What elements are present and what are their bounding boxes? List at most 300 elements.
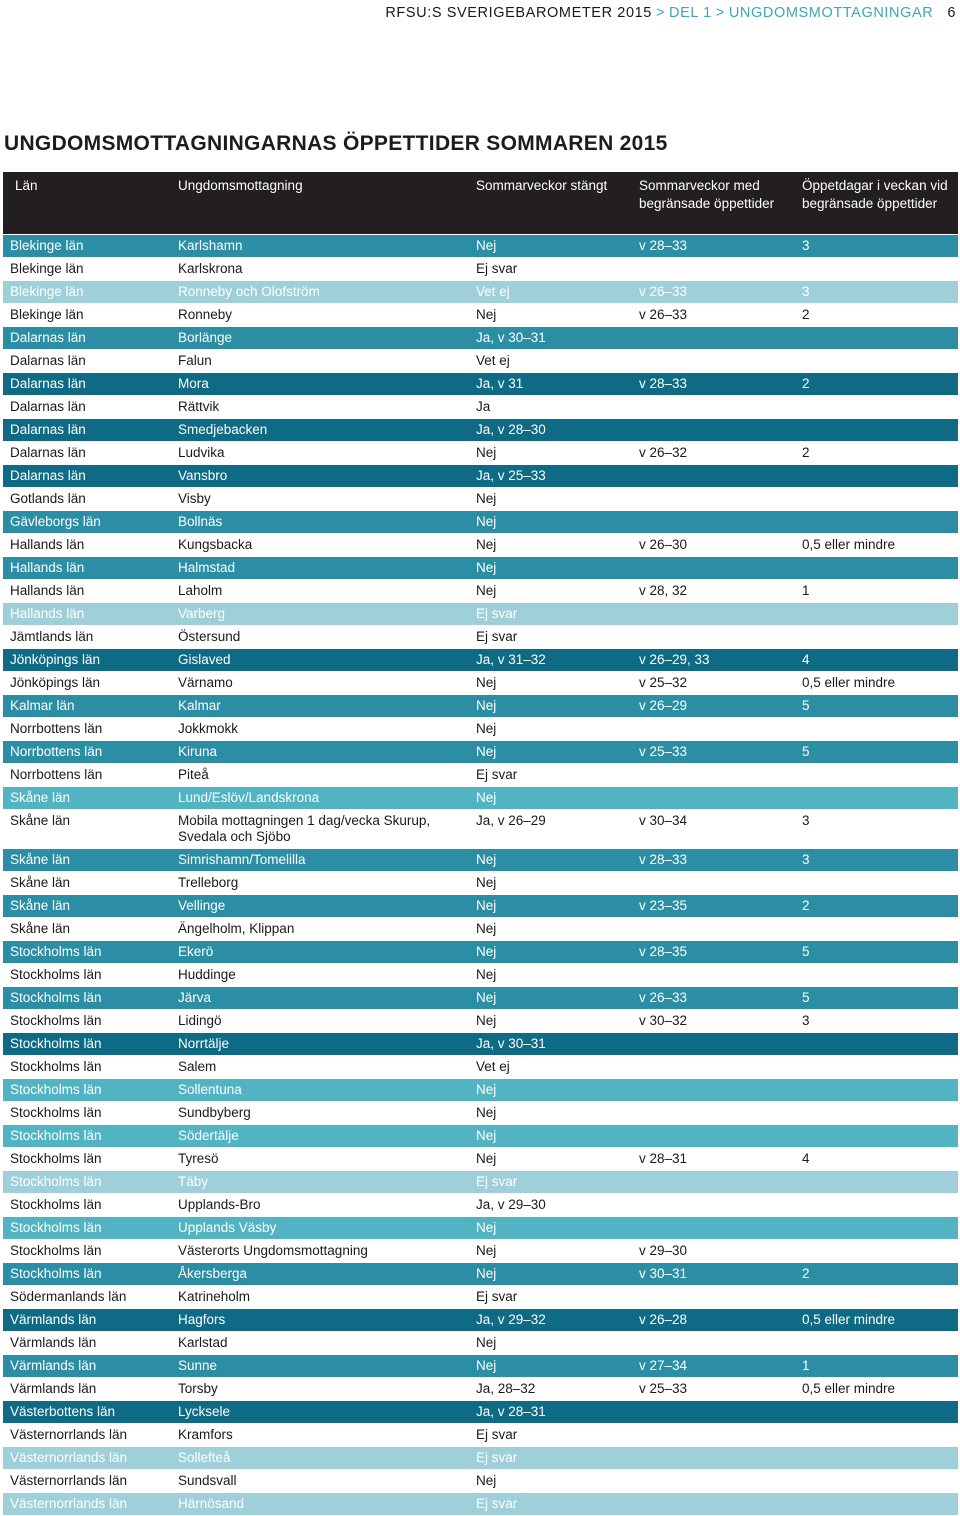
cell-lan: Dalarnas län (10, 422, 86, 437)
table-row (3, 810, 958, 849)
table-row (3, 419, 958, 442)
cell-begransade: v 25–32 (639, 675, 688, 690)
cell-mottagning: Kungsbacka (178, 537, 253, 552)
cell-begransade: v 28–33 (639, 376, 688, 391)
cell-mottagning: Falun (178, 353, 212, 368)
cell-stangt: Nej (476, 238, 497, 253)
table-row (3, 1355, 958, 1378)
cell-stangt: Nej (476, 944, 497, 959)
cell-mottagning: Lund/Eslöv/Landskrona (178, 790, 320, 805)
cell-stangt: Ja, v 28–31 (476, 1404, 546, 1419)
cell-stangt: Nej (476, 675, 497, 690)
table-row (3, 235, 958, 258)
column-header-mottagning: Ungdomsmottagning (178, 178, 303, 193)
page-title: UNGDOMSMOTTAGNINGARNAS ÖPPETTIDER SOMMAREN 2015 (4, 132, 668, 155)
cell-lan: Dalarnas län (10, 330, 86, 345)
cell-dagar (802, 511, 958, 533)
cell-mottagning: Tyresö (178, 1151, 219, 1166)
cell-mottagning: Rättvik (178, 399, 220, 414)
table-row (3, 327, 958, 350)
cell-stangt: Ja, v 29–32 (476, 1312, 546, 1327)
cell-mottagning: Trelleborg (178, 875, 239, 890)
cell-begransade (639, 419, 802, 441)
cell-begransade (639, 718, 802, 740)
cell-dagar: 3 (802, 852, 810, 867)
table-row (3, 626, 958, 649)
table-row (3, 1263, 958, 1286)
cell-dagar (802, 1125, 958, 1147)
cell-stangt: Ja, v 28–30 (476, 422, 546, 437)
cell-stangt: Nej (476, 1105, 497, 1120)
cell-mottagning: Mobila mottagningen 1 dag/vecka Skurup, Svedala och Sjöbo (178, 813, 431, 844)
cell-mottagning: Smedjebacken (178, 422, 268, 437)
cell-lan: Stockholms län (10, 944, 102, 959)
table-row (3, 1378, 958, 1401)
table-body (3, 235, 958, 1516)
cell-mottagning: Huddinge (178, 967, 236, 982)
table-row (3, 849, 958, 872)
cell-begransade: v 28–35 (639, 944, 688, 959)
cell-stangt: Nej (476, 514, 497, 529)
cell-lan: Västernorrlands län (10, 1450, 128, 1465)
cell-begransade (639, 488, 802, 510)
cell-mottagning: Varberg (178, 606, 226, 621)
table-row (3, 741, 958, 764)
cell-stangt: Nej (476, 1335, 497, 1350)
cell-stangt: Nej (476, 445, 497, 460)
table-row (3, 1010, 958, 1033)
cell-begransade: v 26–29, 33 (639, 652, 710, 667)
breadcrumb-separator: > (655, 5, 666, 21)
cell-begransade: v 23–35 (639, 898, 688, 913)
table-row (3, 465, 958, 488)
cell-lan: Värmlands län (10, 1358, 97, 1373)
cell-dagar (802, 488, 958, 510)
cell-dagar: 2 (802, 376, 810, 391)
cell-lan: Skåne län (10, 921, 71, 936)
table-row (3, 872, 958, 895)
breadcrumb-section: UNGDOMSMOTTAGNINGAR (728, 5, 934, 21)
table-row (3, 1148, 958, 1171)
cell-begransade (639, 1079, 802, 1101)
cell-stangt: Nej (476, 1151, 497, 1166)
cell-lan: Skåne län (10, 790, 71, 805)
cell-dagar (802, 1217, 958, 1239)
table-row (3, 987, 958, 1010)
cell-begransade: v 26–30 (639, 537, 688, 552)
cell-mottagning: Vansbro (178, 468, 228, 483)
cell-lan: Värmlands län (10, 1335, 97, 1350)
cell-begransade (639, 1332, 802, 1354)
cell-dagar (802, 258, 958, 280)
cell-dagar: 3 (802, 284, 810, 299)
cell-mottagning: Sunne (178, 1358, 218, 1373)
cell-dagar (802, 1102, 958, 1124)
cell-mottagning: Järva (178, 990, 212, 1005)
cell-dagar: 4 (802, 1151, 810, 1166)
cell-begransade: v 30–31 (639, 1266, 688, 1281)
cell-begransade: v 30–32 (639, 1013, 688, 1028)
column-header-lan: Län (15, 178, 38, 193)
cell-stangt: Nej (476, 1082, 497, 1097)
cell-begransade: v 26–33 (639, 307, 688, 322)
cell-dagar (802, 557, 958, 579)
cell-stangt: Nej (476, 1358, 497, 1373)
cell-dagar (802, 626, 958, 648)
cell-dagar (802, 1079, 958, 1101)
cell-mottagning: Simrishamn/Tomelilla (178, 852, 306, 867)
cell-mottagning: Västerorts Ungdomsmottagning (178, 1243, 368, 1258)
cell-mottagning: Katrineholm (178, 1289, 251, 1304)
cell-begransade (639, 1125, 802, 1147)
breadcrumb-part: DEL 1 (669, 5, 712, 21)
table-row (3, 895, 958, 918)
cell-begransade (639, 918, 802, 940)
cell-begransade (639, 1401, 802, 1423)
cell-stangt: Ja, v 30–31 (476, 330, 546, 345)
cell-mottagning: Upplands Väsby (178, 1220, 277, 1235)
cell-stangt: Vet ej (476, 353, 510, 368)
table-row (3, 281, 958, 304)
cell-lan: Norrbottens län (10, 721, 103, 736)
cell-dagar: 1 (802, 1358, 810, 1373)
cell-dagar (802, 350, 958, 372)
cell-stangt: Nej (476, 1220, 497, 1235)
cell-lan: Dalarnas län (10, 445, 86, 460)
cell-dagar (802, 787, 958, 809)
table-row (3, 1056, 958, 1079)
cell-mottagning: Åkersberga (178, 1266, 248, 1281)
cell-mottagning: Mora (178, 376, 209, 391)
cell-dagar: 5 (802, 698, 810, 713)
cell-stangt: Ej svar (476, 629, 518, 644)
cell-begransade: v 28, 32 (639, 583, 688, 598)
page-number: 6 (947, 5, 956, 21)
cell-stangt: Ja, v 26–29 (476, 813, 546, 828)
cell-begransade (639, 350, 802, 372)
cell-mottagning: Visby (178, 491, 211, 506)
cell-begransade (639, 1470, 802, 1492)
cell-mottagning: Karlstad (178, 1335, 228, 1350)
cell-stangt: Ja, v 29–30 (476, 1197, 546, 1212)
cell-lan: Stockholms län (10, 1151, 102, 1166)
table-row (3, 304, 958, 327)
cell-stangt: Nej (476, 307, 497, 322)
cell-mottagning: Sollefteå (178, 1450, 231, 1465)
cell-begransade: v 26–33 (639, 284, 688, 299)
cell-stangt: Ja, v 31 (476, 376, 524, 391)
table-row (3, 1240, 958, 1263)
cell-dagar: 3 (802, 238, 810, 253)
cell-mottagning: Ludvika (178, 445, 225, 460)
table-header (3, 172, 958, 234)
table-row (3, 1309, 958, 1332)
cell-begransade (639, 1286, 802, 1308)
cell-begransade: v 26–29 (639, 698, 688, 713)
cell-dagar (802, 764, 958, 786)
cell-dagar (802, 1493, 958, 1515)
cell-lan: Skåne län (10, 898, 71, 913)
cell-mottagning: Karlskrona (178, 261, 243, 276)
cell-dagar: 5 (802, 944, 810, 959)
column-header-begransade: Sommarveckor med begränsade öppettider (639, 178, 775, 211)
cell-dagar (802, 918, 958, 940)
table-row (3, 1401, 958, 1424)
cell-dagar (802, 964, 958, 986)
table-row (3, 603, 958, 626)
breadcrumb-separator: > (715, 5, 725, 21)
table-row (3, 557, 958, 580)
table-row (3, 258, 958, 281)
cell-begransade: v 25–33 (639, 1381, 688, 1396)
cell-dagar (802, 1194, 958, 1216)
table-row (3, 964, 958, 987)
cell-begransade (639, 258, 802, 280)
cell-mottagning: Norrtälje (178, 1036, 230, 1051)
cell-lan: Stockholms län (10, 1197, 102, 1212)
table-row (3, 396, 958, 419)
cell-mottagning: Sundbyberg (178, 1105, 251, 1120)
cell-lan: Dalarnas län (10, 376, 86, 391)
cell-begransade: v 29–30 (639, 1243, 688, 1258)
cell-lan: Dalarnas län (10, 399, 86, 414)
table-row (3, 1194, 958, 1217)
breadcrumb-report: RFSU:S SVERIGEBAROMETER 2015 (385, 5, 652, 21)
cell-mottagning: Hagfors (178, 1312, 226, 1327)
table-row (3, 534, 958, 557)
cell-stangt: Ej svar (476, 1289, 518, 1304)
cell-stangt: Ej svar (476, 1427, 518, 1442)
cell-stangt: Ja, v 30–31 (476, 1036, 546, 1051)
table-row (3, 350, 958, 373)
cell-lan: Stockholms län (10, 967, 102, 982)
running-header (385, 5, 956, 21)
cell-stangt: Nej (476, 967, 497, 982)
cell-begransade: v 28–31 (639, 1151, 688, 1166)
cell-lan: Västernorrlands län (10, 1496, 128, 1511)
cell-begransade (639, 1194, 802, 1216)
cell-mottagning: Karlshamn (178, 238, 243, 253)
cell-dagar (802, 396, 958, 418)
table-row (3, 649, 958, 672)
cell-lan: Västernorrlands län (10, 1473, 128, 1488)
cell-stangt: Nej (476, 721, 497, 736)
cell-dagar (802, 1286, 958, 1308)
cell-begransade (639, 764, 802, 786)
cell-dagar (802, 1447, 958, 1469)
cell-lan: Kalmar län (10, 698, 75, 713)
table-row (3, 1332, 958, 1355)
cell-lan: Skåne län (10, 813, 71, 828)
cell-dagar: 2 (802, 307, 810, 322)
cell-stangt: Ja, 28–32 (476, 1381, 536, 1396)
cell-stangt: Nej (476, 583, 497, 598)
cell-dagar: 5 (802, 744, 810, 759)
cell-stangt: Vet ej (476, 1059, 510, 1074)
cell-dagar (802, 1171, 958, 1193)
cell-lan: Jönköpings län (10, 675, 101, 690)
cell-lan: Värmlands län (10, 1381, 97, 1396)
table-row (3, 1079, 958, 1102)
cell-begransade (639, 1493, 802, 1515)
cell-dagar: 0,5 eller mindre (802, 537, 896, 552)
table-row (3, 1102, 958, 1125)
table-row (3, 511, 958, 534)
cell-lan: Blekinge län (10, 284, 84, 299)
cell-stangt: Ej svar (476, 261, 518, 276)
cell-mottagning: Salem (178, 1059, 217, 1074)
cell-dagar: 5 (802, 990, 810, 1005)
cell-dagar: 2 (802, 1266, 810, 1281)
cell-stangt: Nej (476, 1473, 497, 1488)
cell-mottagning: Täby (178, 1174, 209, 1189)
cell-begransade (639, 603, 802, 625)
cell-dagar (802, 1332, 958, 1354)
cell-mottagning: Östersund (178, 629, 241, 644)
cell-stangt: Nej (476, 560, 497, 575)
cell-lan: Skåne län (10, 852, 71, 867)
cell-mottagning: Kiruna (178, 744, 218, 759)
cell-lan: Gävleborgs län (10, 514, 101, 529)
cell-begransade (639, 557, 802, 579)
cell-begransade (639, 872, 802, 894)
cell-stangt: Nej (476, 790, 497, 805)
cell-begransade (639, 1171, 802, 1193)
cell-dagar (802, 327, 958, 349)
cell-stangt: Ja (476, 399, 491, 414)
table-row (3, 918, 958, 941)
cell-lan: Hallands län (10, 537, 85, 552)
cell-mottagning: Ängelholm, Klippan (178, 921, 295, 936)
cell-begransade: v 30–34 (639, 813, 688, 828)
cell-lan: Stockholms län (10, 1082, 102, 1097)
cell-lan: Blekinge län (10, 307, 84, 322)
cell-stangt: Nej (476, 990, 497, 1005)
cell-begransade: v 25–33 (639, 744, 688, 759)
cell-mottagning: Lycksele (178, 1404, 231, 1419)
cell-lan: Stockholms län (10, 1174, 102, 1189)
cell-mottagning: Piteå (178, 767, 209, 782)
cell-dagar: 2 (802, 898, 810, 913)
table-row (3, 580, 958, 603)
table-row (3, 1470, 958, 1493)
cell-mottagning: Sundsvall (178, 1473, 237, 1488)
cell-lan: Stockholms län (10, 1105, 102, 1120)
table-row (3, 1424, 958, 1447)
cell-begransade (639, 964, 802, 986)
column-header-stangt: Sommarveckor stängt (476, 178, 608, 193)
cell-mottagning: Halmstad (178, 560, 236, 575)
cell-dagar: 3 (802, 813, 810, 828)
table-row (3, 695, 958, 718)
table-row (3, 672, 958, 695)
table-row (3, 1033, 958, 1056)
cell-begransade (639, 396, 802, 418)
cell-begransade: v 26–33 (639, 990, 688, 1005)
cell-dagar (802, 1424, 958, 1446)
cell-lan: Värmlands län (10, 1312, 97, 1327)
cell-lan: Stockholms län (10, 1059, 102, 1074)
cell-stangt: Nej (476, 1243, 497, 1258)
cell-mottagning: Ronneby och Olofström (178, 284, 320, 299)
cell-dagar (802, 1240, 958, 1262)
cell-lan: Hallands län (10, 606, 85, 621)
opening-hours-table (3, 172, 958, 1516)
cell-stangt: Nej (476, 1013, 497, 1028)
cell-stangt: Nej (476, 875, 497, 890)
cell-dagar (802, 1470, 958, 1492)
cell-begransade (639, 1033, 802, 1055)
cell-mottagning: Kramfors (178, 1427, 233, 1442)
cell-begransade (639, 626, 802, 648)
cell-mottagning: Södertälje (178, 1128, 239, 1143)
cell-dagar: 4 (802, 652, 810, 667)
cell-begransade: v 26–32 (639, 445, 688, 460)
cell-dagar (802, 872, 958, 894)
cell-dagar (802, 1033, 958, 1055)
cell-mottagning: Bollnäs (178, 514, 223, 529)
table-row (3, 1286, 958, 1309)
table-row (3, 1217, 958, 1240)
cell-stangt: Vet ej (476, 284, 510, 299)
cell-lan: Stockholms län (10, 1243, 102, 1258)
cell-dagar (802, 718, 958, 740)
cell-dagar (802, 1401, 958, 1423)
cell-begransade (639, 465, 802, 487)
cell-lan: Hallands län (10, 560, 85, 575)
cell-stangt: Nej (476, 1128, 497, 1143)
cell-begransade: v 28–33 (639, 238, 688, 253)
cell-stangt: Nej (476, 1266, 497, 1281)
cell-stangt: Ej svar (476, 1496, 518, 1511)
cell-mottagning: Sollentuna (178, 1082, 242, 1097)
cell-begransade (639, 511, 802, 533)
table-row (3, 787, 958, 810)
cell-stangt: Nej (476, 491, 497, 506)
cell-stangt: Ej svar (476, 606, 518, 621)
cell-lan: Stockholms län (10, 1036, 102, 1051)
cell-dagar: 1 (802, 583, 810, 598)
cell-mottagning: Lidingö (178, 1013, 222, 1028)
cell-stangt: Nej (476, 852, 497, 867)
cell-begransade (639, 1056, 802, 1078)
cell-lan: Dalarnas län (10, 468, 86, 483)
cell-lan: Västerbottens län (10, 1404, 116, 1419)
cell-begransade (639, 787, 802, 809)
cell-mottagning: Upplands-Bro (178, 1197, 261, 1212)
cell-dagar (802, 603, 958, 625)
cell-begransade: v 28–33 (639, 852, 688, 867)
cell-lan: Stockholms län (10, 1128, 102, 1143)
table-row (3, 941, 958, 964)
table-row (3, 1447, 958, 1470)
cell-begransade (639, 1217, 802, 1239)
cell-lan: Västernorrlands län (10, 1427, 128, 1442)
cell-mottagning: Laholm (178, 583, 223, 598)
table-row (3, 442, 958, 465)
cell-mottagning: Torsby (178, 1381, 218, 1396)
cell-stangt: Nej (476, 537, 497, 552)
cell-stangt: Nej (476, 898, 497, 913)
cell-lan: Hallands län (10, 583, 85, 598)
cell-lan: Skåne län (10, 875, 71, 890)
table-row (3, 764, 958, 787)
cell-lan: Södermanlands län (10, 1289, 127, 1304)
table-row (3, 1171, 958, 1194)
cell-mottagning: Ronneby (178, 307, 233, 322)
cell-begransade: v 27–34 (639, 1358, 688, 1373)
cell-stangt: Ej svar (476, 1450, 518, 1465)
